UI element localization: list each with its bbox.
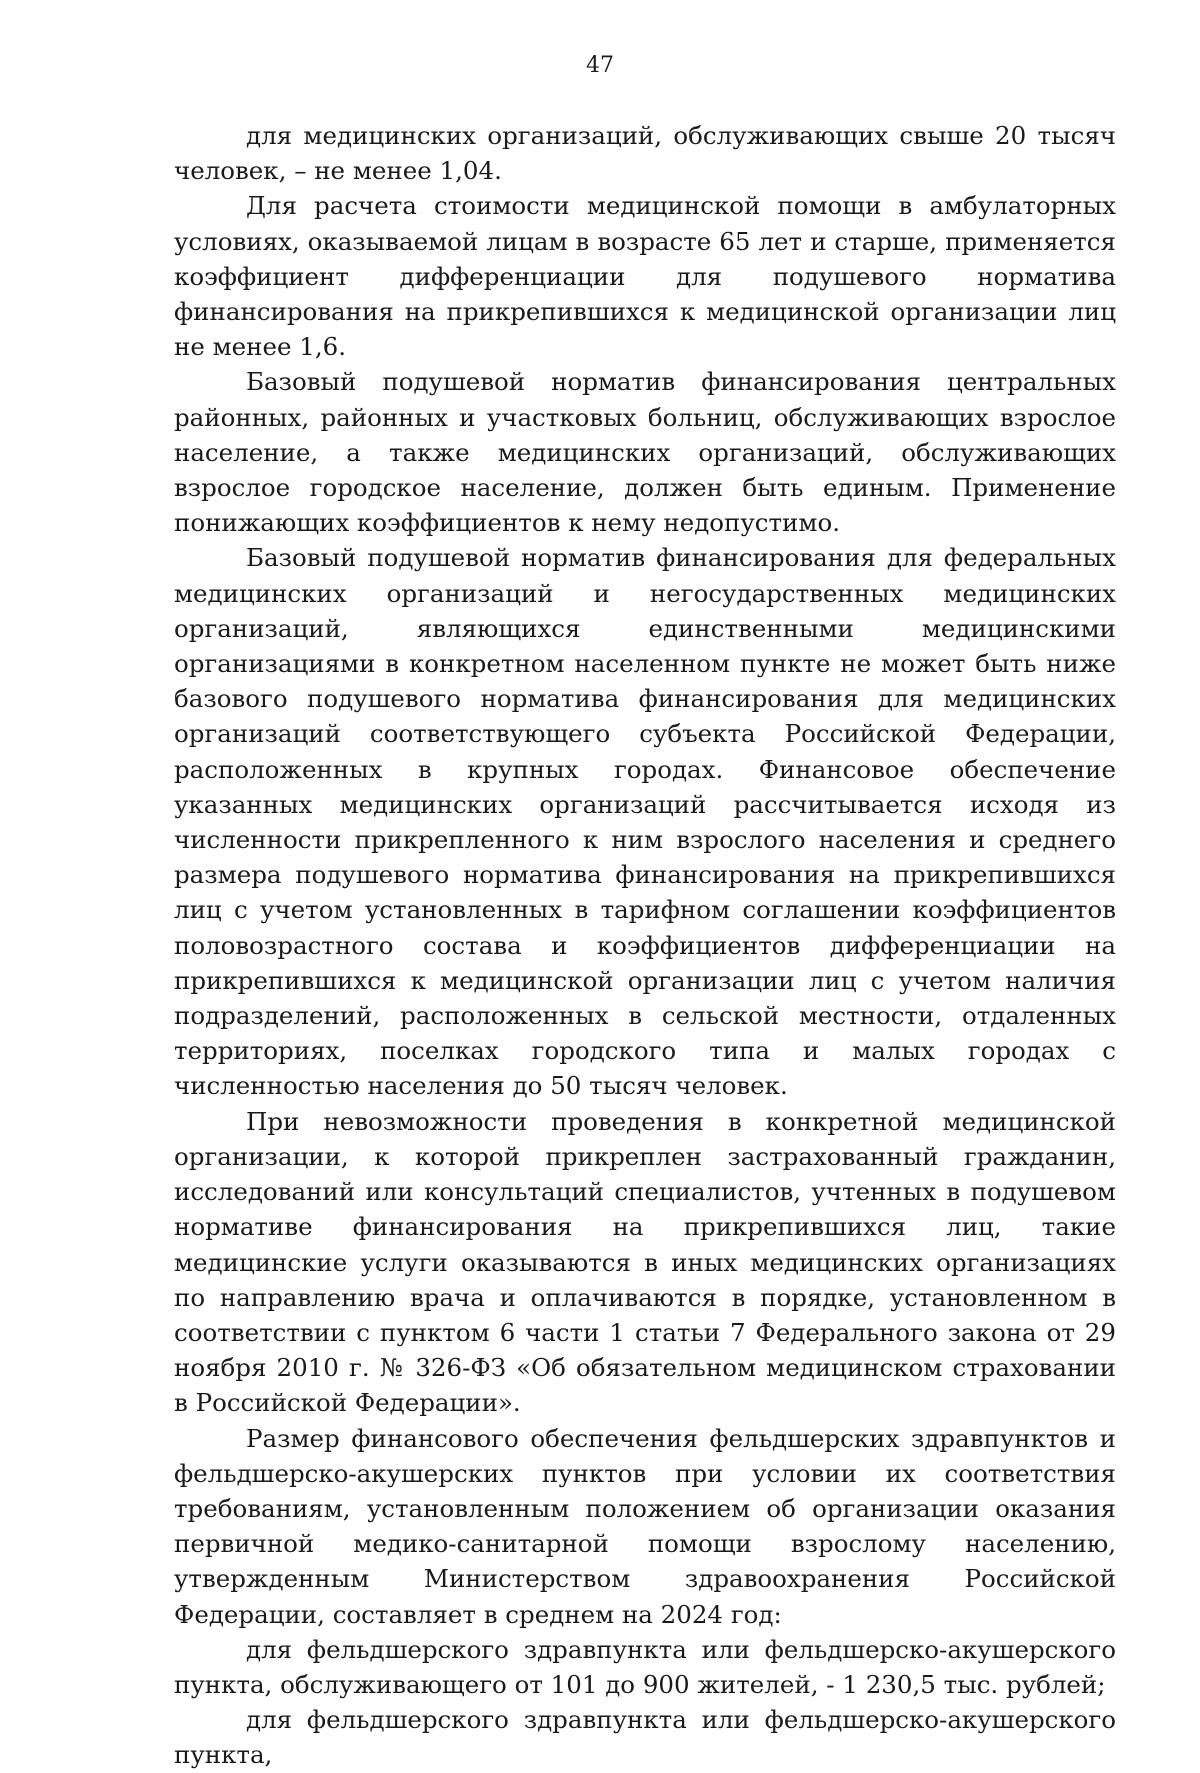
document-body	[174, 118, 1116, 1773]
paragraph-1: для медицинских организаций, обслуживающих свыше 20 тысяч человек, – не менее 1,04.	[174, 121, 1116, 186]
paragraph-7: для фельдшерского здравпункта или фельдшерско-акушерского пункта, обслуживающего от 101 до 900 жителей, - 1 230,5 тыс. рублей;	[174, 1634, 1116, 1699]
paragraph-8: для фельдшерского здравпункта или фельдшерско-акушерского пункта,	[174, 1705, 1116, 1770]
page-number: 47	[586, 53, 614, 78]
paragraph-3: Базовый подушевой норматив финансирования центральных районных, районных и участковых больниц, обслуживающих взрослое население, а также медицинских организаций, обслуживающих взрослое городское население, должен быть единым. Применение понижающих коэффициентов к нему недопустимо.	[174, 367, 1116, 538]
paragraph-2: Для расчета стоимости медицинской помощи в амбулаторных условиях, оказываемой лицам в возрасте 65 лет и старше, применяется коэффициент дифференциации для подушевого норматива финансирования на прикрепившихся к медицинской организации лиц не менее 1,6.	[174, 191, 1116, 362]
paragraph-6: Размер финансового обеспечения фельдшерских здравпунктов и фельдшерско-акушерских пунктов при условии их соответствия требованиям, установленным положением об организации оказания первичной медико-санитарной помощи взрослому населению, утвержденным Министерством здравоохранения Российской Федерации, составляет в среднем на 2024 год:	[174, 1423, 1116, 1629]
paragraph-4: Базовый подушевой норматив финансирования для федеральных медицинских организаций и негосударственных медицинских организаций, являющихся единственными медицинскими организациями в конкретном населенном пункте не может быть ниже базового подушевого норматива финансирования для медицинских организаций соответствующего субъекта Российской Федерации, расположенных в крупных городах. Финансовое обеспечение указанных медицинских организаций рассчитывается исходя из численности прикрепленного к ним взрослого населения и среднего размера подушевого норматива финансирования на прикрепившихся лиц с учетом установленных в тарифном соглашении коэффициентов половозрастного состава и коэффициентов дифференциации на прикрепившихся к медицинской организации лиц с учетом наличия подразделений, расположенных в сельской местности, отдаленных территориях, поселках городского типа и малых городах с численностью населения до 50 тысяч человек.	[174, 543, 1116, 1101]
paragraph-5: При невозможности проведения в конкретной медицинской организации, к которой прикреплен застрахованный гражданин, исследований или консультаций специалистов, учтенных в подушевом нормативе финансирования на прикрепившихся лиц, такие медицинские услуги оказываются в иных медицинских организациях по направлению врача и оплачиваются в порядке, установленном в соответствии с пунктом 6 части 1 статьи 7 Федерального закона от 29 ноября 2010 г. № 326-ФЗ «Об обязательном медицинском страховании в Российской Федерации».	[174, 1106, 1116, 1418]
